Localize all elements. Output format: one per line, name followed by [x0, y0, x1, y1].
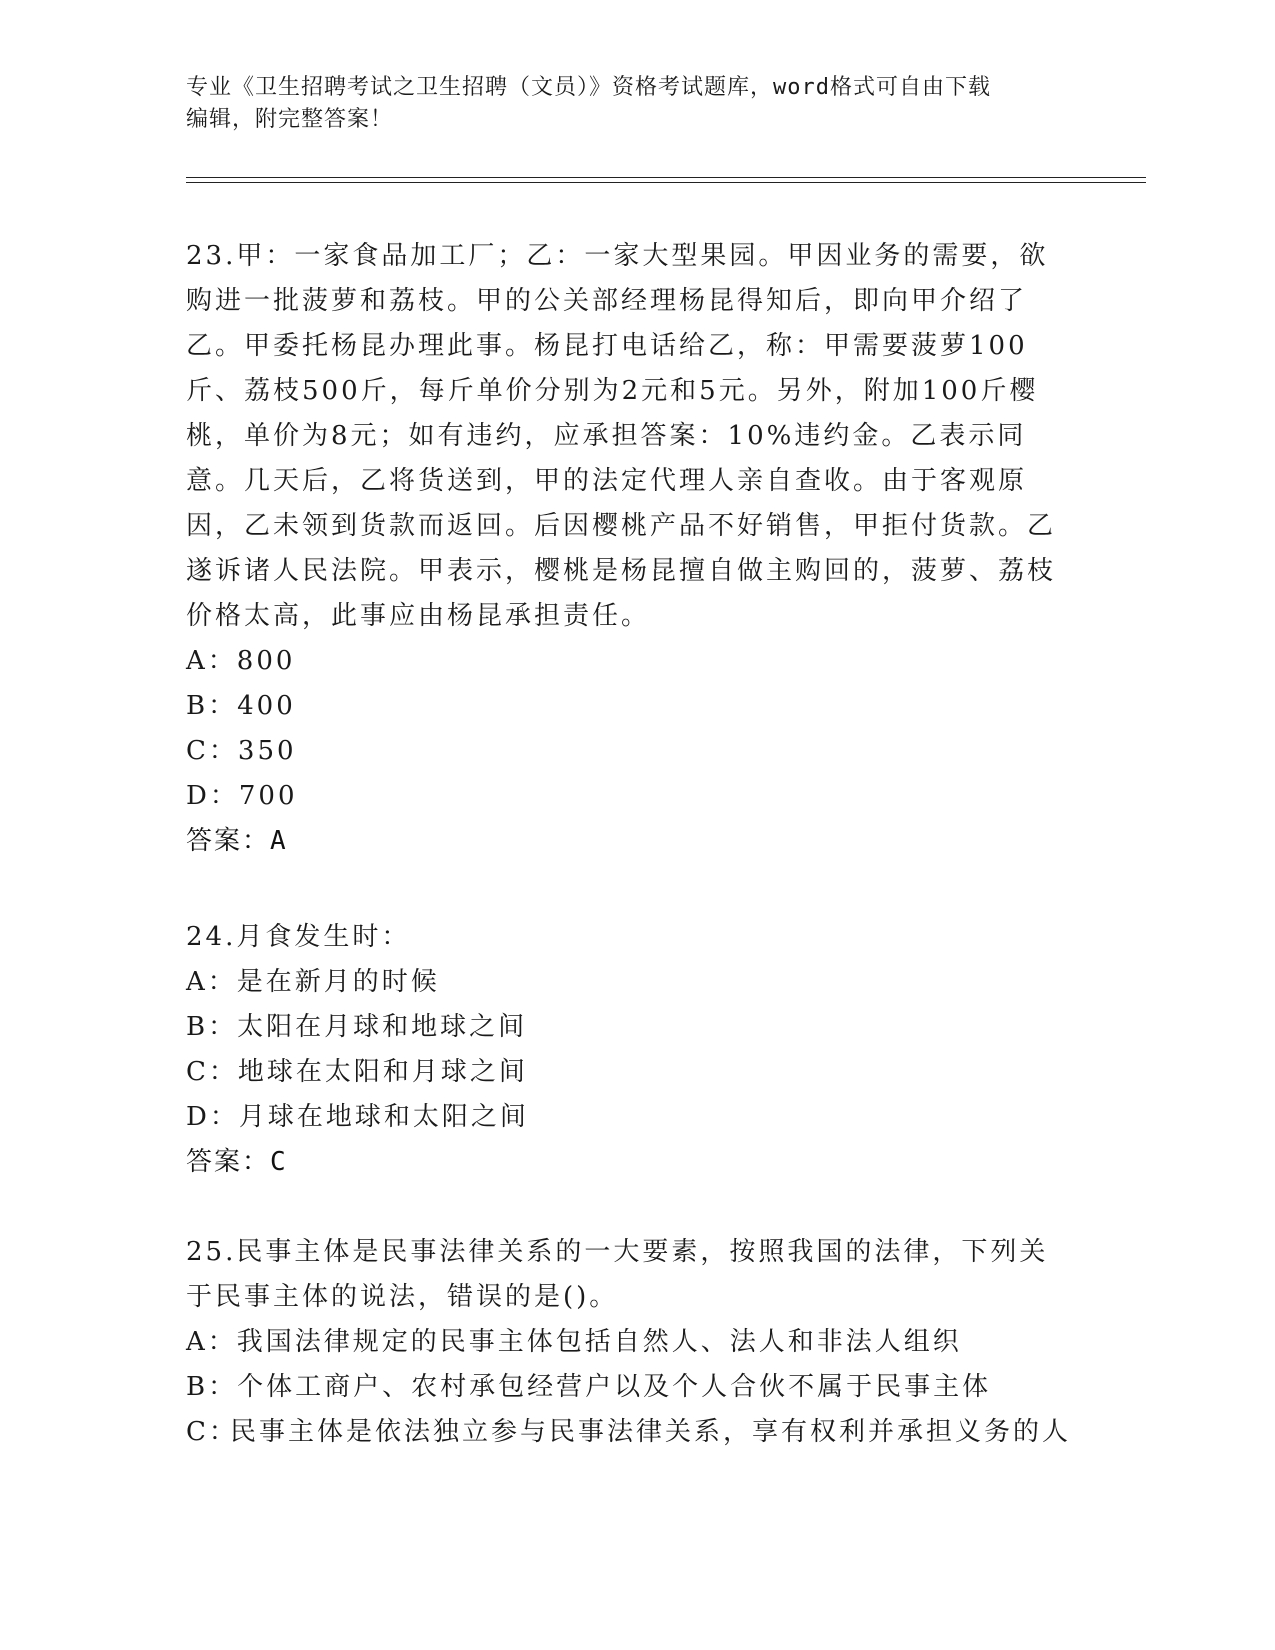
header-divider-bottom: [186, 182, 1146, 183]
option-text: 我国法律规定的民事主体包括自然人、法人和非法人组织: [236, 1327, 962, 1357]
option-key: A：: [186, 967, 237, 997]
option-key: B：: [186, 691, 238, 721]
option-b: [186, 1365, 1066, 1410]
option-key: A：: [186, 1327, 237, 1357]
option-key: B：: [186, 1012, 238, 1042]
document-header: [186, 72, 1066, 136]
option-key: B：: [186, 1372, 238, 1402]
option-c: [186, 1050, 1066, 1095]
header-divider-top: [186, 177, 1146, 178]
option-key: D：: [186, 1102, 239, 1132]
option-c: [186, 1410, 1072, 1455]
option-d: [186, 774, 1066, 819]
option-a: [186, 1320, 1066, 1365]
option-text: 是在新月的时候: [236, 967, 440, 997]
header-line-2: 编辑，附完整答案！: [186, 107, 394, 132]
option-b: [186, 684, 1066, 729]
question-stem: 25.民事主体是民事法律关系的一大要素，按照我国的法律，下列关于民事主体的说法，错误的是()。: [186, 1237, 1049, 1312]
option-text: 700: [238, 781, 298, 811]
option-text: 800: [236, 646, 296, 676]
option-b: [186, 1005, 1066, 1050]
option-a: [186, 639, 1066, 684]
option-d: [186, 1095, 1066, 1140]
option-key: C：: [186, 1417, 238, 1447]
question-25: [186, 1230, 1072, 1455]
option-key: C：: [186, 736, 238, 766]
option-text: 350: [237, 736, 297, 766]
question-23: [186, 234, 1066, 864]
option-key: A：: [186, 646, 237, 676]
option-key: D：: [186, 781, 239, 811]
option-text: 民事主体是依法独立参与民事法律关系，享有权利并承担义务的人: [230, 1417, 1072, 1447]
option-text: 400: [237, 691, 296, 721]
answer-line: 答案：A: [186, 826, 288, 856]
option-text: 月球在地球和太阳之间: [238, 1102, 529, 1132]
option-text: 太阳在月球和地球之间: [237, 1012, 528, 1042]
option-c: [186, 729, 1066, 774]
question-24: [186, 915, 1066, 1185]
question-stem: 24.月食发生时：: [186, 922, 411, 952]
question-stem: 23.甲：一家食品加工厂；乙：一家大型果园。甲因业务的需要，欲购进一批菠萝和荔枝。甲的公关部经理杨昆得知后，即向甲介绍了乙。甲委托杨昆办理此事。杨昆打电话给乙，称：甲需要菠萝100斤、荔枝500斤，每斤单价分别为2元和5元。另外，附加100斤樱桃，单价为8元；如有违约，应承担答案：10%违约金。乙表示同意。几天后，乙将货送到，甲的法定代理人亲自查收。由于客观原因，乙未领到货款而返回。后因樱桃产品不好销售，甲拒付货款。乙遂诉诸人民法院。甲表示，樱桃是杨昆擅自做主购回的，菠萝、荔枝价格太高，此事应由杨昆承担责任。: [186, 241, 1057, 631]
option-key: C：: [186, 1057, 238, 1087]
header-line-1: 专业《卫生招聘考试之卫生招聘（文员）》资格考试题库，word格式可自由下载: [186, 75, 991, 100]
option-a: [186, 960, 1066, 1005]
option-text: 地球在太阳和月球之间: [237, 1057, 528, 1087]
answer-line: 答案：C: [186, 1147, 288, 1177]
option-text: 个体工商户、农村承包经营户以及个人合伙不属于民事主体: [237, 1372, 992, 1402]
